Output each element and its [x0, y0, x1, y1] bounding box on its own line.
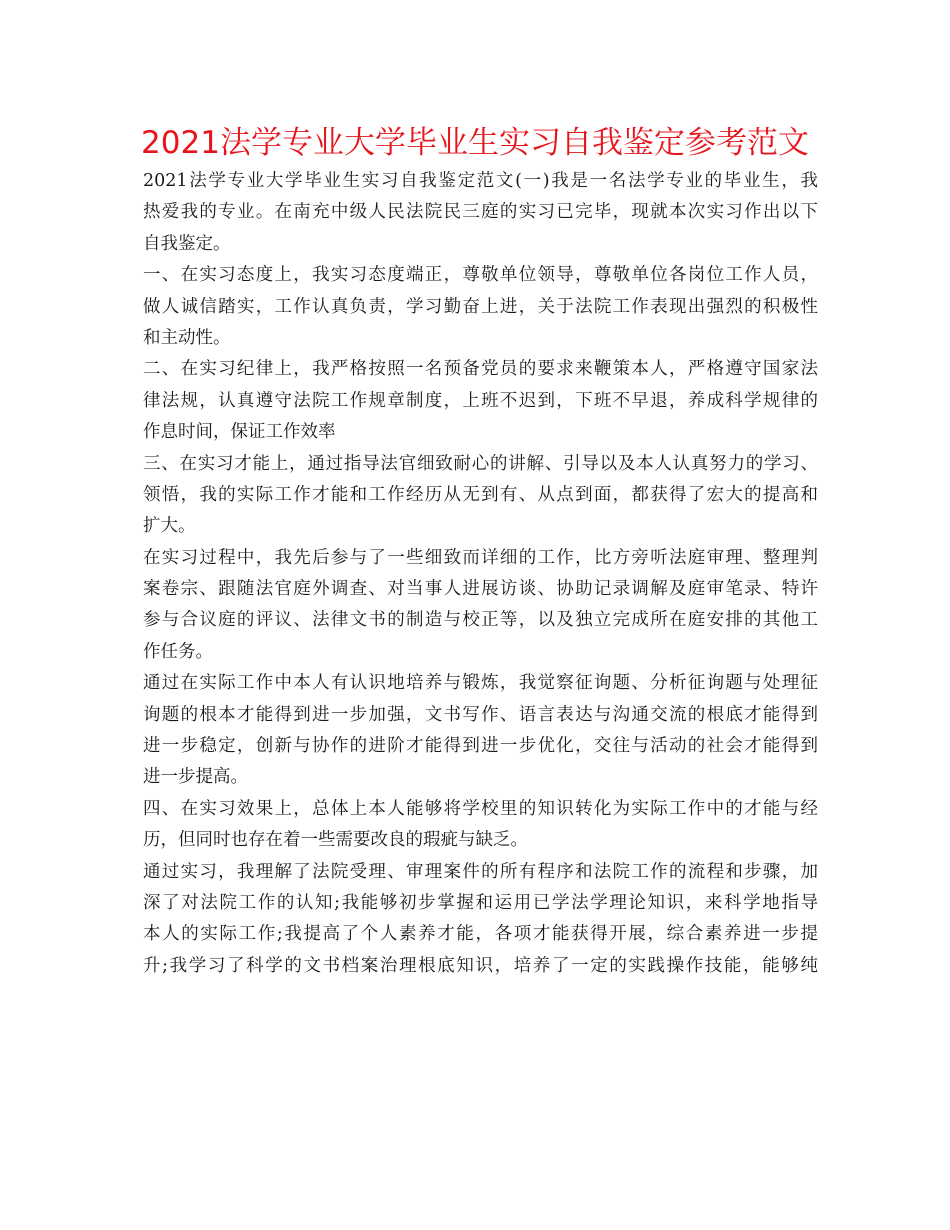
- body-line: 在实习过程中，我先后参与了一些细致而详细的工作，比方旁听法庭审理、整理判: [143, 547, 818, 568]
- body-line: 本人的实际工作;我提高了个人素养才能，各项才能获得开展，综合素养进一步提: [143, 924, 818, 945]
- body-line: 二、在实习纪律上，我严格按照一名预备党员的要求来鞭策本人，严格遵守国家法: [143, 359, 818, 380]
- body-line: 作任务。: [143, 641, 213, 662]
- body-line: 升;我学习了科学的文书档案治理根底知识，培养了一定的实践操作技能，能够纯: [143, 955, 818, 976]
- body-line: 通过在实际工作中本人有认识地培养与锻炼，我觉察征询题、分析征询题与处理征: [143, 673, 818, 694]
- body-line: 律法规，认真遵守法院工作规章制度，上班不迟到，下班不早退，养成科学规律的: [143, 390, 818, 411]
- body-line: 询题的根本才能得到进一步加强，文书写作、语言表达与沟通交流的根底才能得到: [143, 704, 818, 725]
- document-title: 2021法学专业大学毕业生实习自我鉴定参考范文: [141, 125, 809, 161]
- body-line: 历，但同时也存在着一些需要改良的瑕疵与缺乏。: [143, 830, 528, 851]
- body-line: 2021法学专业大学毕业生实习自我鉴定范文(一)我是一名法学专业的毕业生，我: [143, 171, 818, 191]
- body-line: 和主动性。: [143, 327, 231, 348]
- body-line: 领悟，我的实际工作才能和工作经历从无到有、从点到面，都获得了宏大的提高和: [143, 484, 818, 505]
- body-line: 深了对法院工作的认知;我能够初步掌握和运用已学法学理论知识，来科学地指导: [143, 892, 818, 913]
- body-line: 热爱我的专业。在南充中级人民法院民三庭的实习已完毕，现就本次实习作出以下: [143, 202, 818, 223]
- body-line: 作息时间，保证工作效率: [143, 422, 336, 443]
- body-line: 一、在实习态度上，我实习态度端正，尊敬单位领导，尊敬单位各岗位工作人员，: [143, 265, 818, 286]
- body-line: 做人诚信踏实，工作认真负责，学习勤奋上进，关于法院工作表现出强烈的积极性: [143, 296, 818, 317]
- body-line: 通过实习，我理解了法院受理、审理案件的所有程序和法院工作的流程和步骤，加: [143, 861, 818, 882]
- body-line: 自我鉴定。: [143, 233, 231, 254]
- body-line: 进一步提高。: [143, 767, 248, 788]
- body-line: 进一步稳定，创新与协作的进阶才能得到进一步优化，交往与活动的社会才能得到: [143, 736, 818, 757]
- body-line: 扩大。: [143, 516, 196, 537]
- body-line: 案卷宗、跟随法官庭外调查、对当事人进展访谈、协助记录调解及庭审笔录、特许: [143, 579, 818, 600]
- body-line: 四、在实习效果上，总体上本人能够将学校里的知识转化为实际工作中的才能与经: [143, 798, 818, 819]
- document-body: [143, 166, 818, 982]
- body-line: 参与合议庭的评议、法律文书的制造与校正等，以及独立完成所在庭安排的其他工: [143, 610, 818, 631]
- body-line: 三、在实习才能上，通过指导法官细致耐心的讲解、引导以及本人认真努力的学习、: [143, 453, 818, 474]
